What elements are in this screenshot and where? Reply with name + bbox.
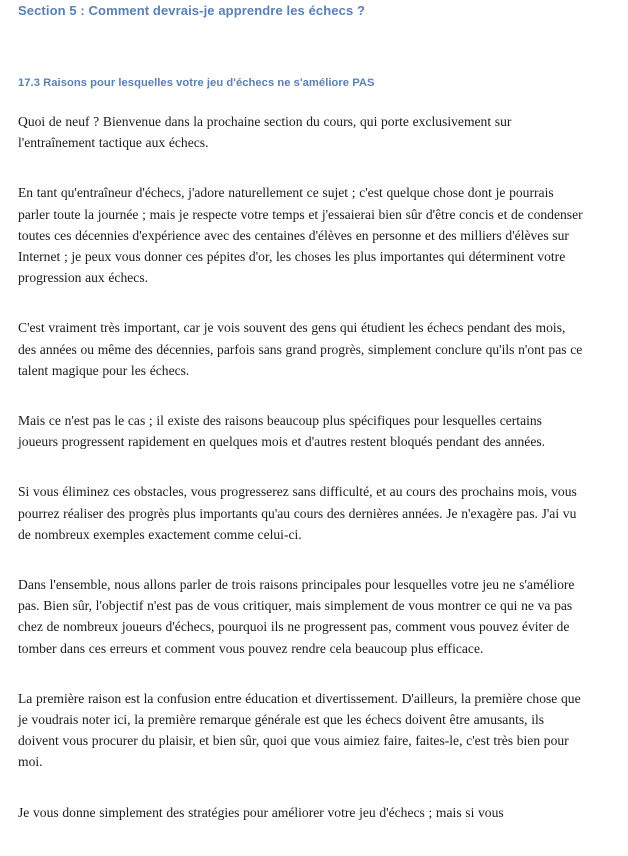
paragraph: Si vous éliminez ces obstacles, vous progresserez sans difficulté, et au cours des prochains mois, vous pourrez réaliser des progrès plus importants qu'au cours des dernières années. Je n'exagère pas. J'ai vu de nombreux exemples exactement comme celui-ci. [18, 484, 577, 542]
section-heading: Section 5 : Comment devrais-je apprendre les échecs ? [18, 3, 366, 18]
body-text-block [18, 91, 583, 823]
paragraph: Dans l'ensemble, nous allons parler de trois raisons principales pour lesquelles votre jeu ne s'améliore pas. Bien sûr, l'objectif n'est pas de vous critiquer, mais simplement de vous montrer ce qui ne va pas chez de nombreux joueurs d'échecs, pourquoi ils ne progressent pas, comment vous pouvez éviter de tomber dans ces erreurs et comment vous pouvez rendre cela beaucoup plus efficace. [18, 577, 575, 656]
paragraph: La première raison est la confusion entre éducation et divertissement. D'ailleurs, la première chose que je voudrais noter ici, la première remarque générale est que les échecs doivent être amusants, ils doivent vous procurer du plaisir, et bien sûr, quoi que vous aimiez faire, faites-le, c'est très bien pour moi. [18, 690, 581, 770]
paragraph: Mais ce n'est pas le cas ; il existe des raisons beaucoup plus spécifiques pour lesquelles certains joueurs progressent rapidement en quelques mois et d'autres restent bloqués pendant des années. [18, 413, 546, 450]
paragraph: En tant qu'entraîneur d'échecs, j'adore naturellement ce sujet ; c'est quelque chose dont je pourrais parler toute la journée ; mais je respecte votre temps et j'essaierai bien sûr d'être concis et de condenser toutes ces décennies d'expérience avec des centaines d'élèves en personne et des milliers d'élèves sur Internet ; je peux vous donner ces pépites d'or, les choses les plus importantes qui déterminent votre progression aux échecs. [18, 185, 583, 286]
sub-heading: 17.3 Raisons pour lesquelles votre jeu d'échecs ne s'améliore PAS [18, 77, 375, 89]
paragraph: Je vous donne simplement des stratégies pour améliorer votre jeu d'échecs ; mais si vous [18, 804, 504, 820]
paragraph: C'est vraiment très important, car je vois souvent des gens qui étudient les échecs pendant des mois, des années ou même des décennies, parfois sans grand progrès, simplement conclure qu'ils n'ont pas ce talent magique pour les échecs. [18, 320, 583, 378]
paragraph: Quoi de neuf ? Bienvenue dans la prochaine section du cours, qui porte exclusivement sur l'entraînement tactique aux échecs. [18, 114, 512, 151]
